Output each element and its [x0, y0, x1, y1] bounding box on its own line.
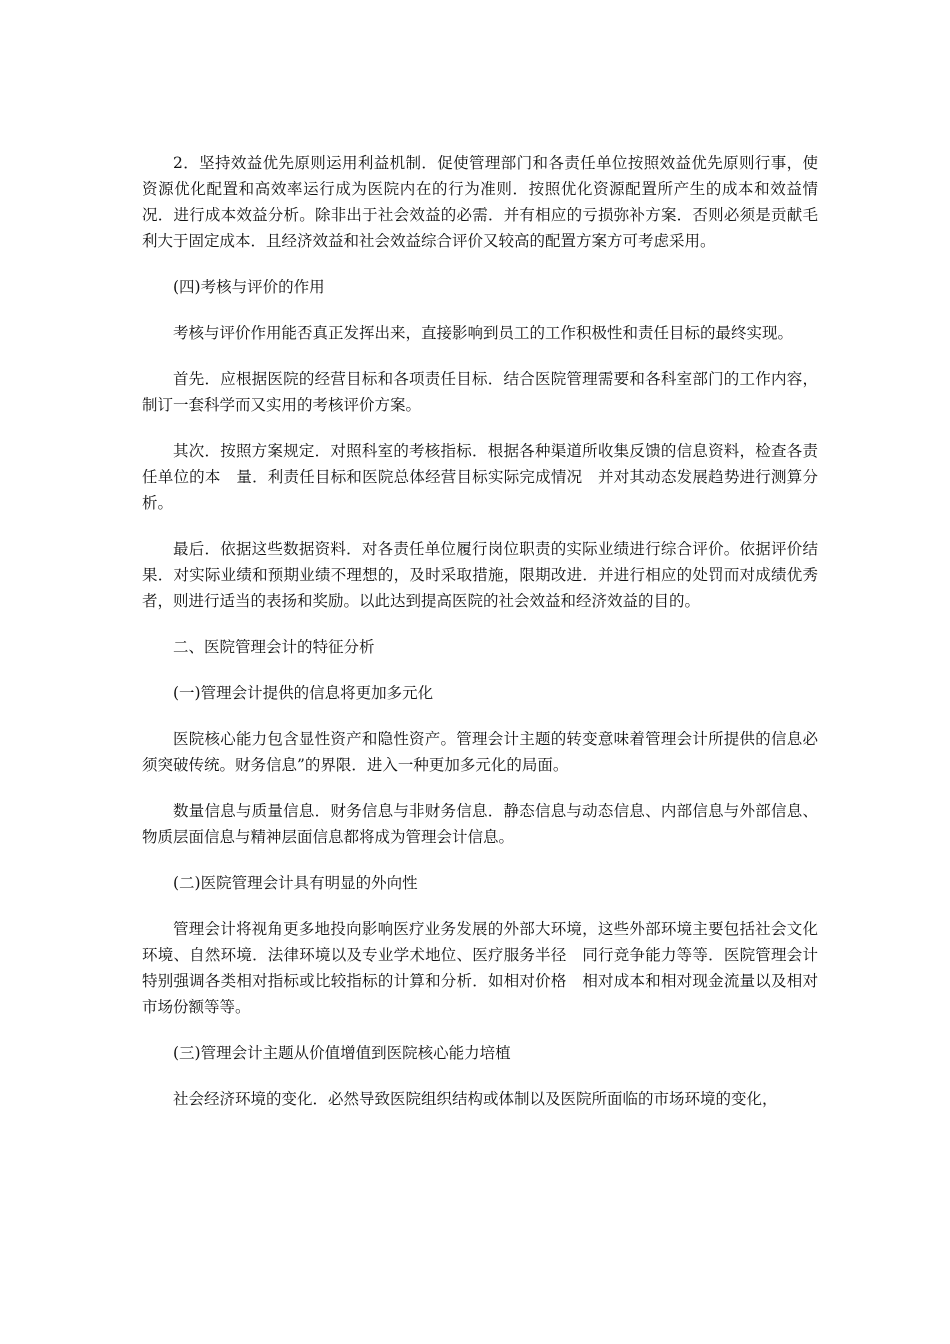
paragraph-assessment-role: 考核与评价作用能否真正发挥出来，直接影响到员工的工作积极性和责任目标的最终实现。	[173, 324, 794, 342]
paragraph-information-types: 数量信息与质量信息．财务信息与非财务信息．静态信息与动态信息、内部信息与外部信息、物质层面信息与精神层面信息都将成为管理会计信息。	[142, 802, 818, 846]
heading-diversified-information: (一)管理会计提供的信息将更加多元化	[173, 684, 434, 702]
heading-core-competence-cultivation: (三)管理会计主题从价值增值到医院核心能力培植	[173, 1044, 511, 1062]
document-body	[142, 150, 818, 1132]
paragraph-first: 首先．应根据医院的经营目标和各项责任目标．结合医院管理需要和各科室部门的工作内容，制订一套科学而又实用的考核评价方案。	[142, 370, 818, 414]
paragraph-finally: 最后．依据这些数据资料．对各责任单位履行岗位职责的实际业绩进行综合评价。依据评价结果．对实际业绩和预期业绩不理想的，及时采取措施，限期改进．并进行相应的处罚而对成绩优秀者，则进行适当的表扬和奖励。以此达到提高医院的社会效益和经济效益的目的。	[142, 540, 818, 610]
paragraph-efficiency-principle: 2．坚持效益优先原则运用利益机制．促使管理部门和各责任单位按照效益优先原则行事，使资源优化配置和高效率运行成为医院内在的行为准则．按照优化资源配置所产生的成本和效益情况．进行成本效益分析。除非出于社会效益的必需．并有相应的亏损弥补方案．否则必须是贡献毛利大于固定成本．且经济效益和社会效益综合评价又较高的配置方案方可考虑采用。	[142, 154, 818, 250]
paragraph-external-environment: 管理会计将视角更多地投向影响医疗业务发展的外部大环境，这些外部环境主要包括社会文化环境、自然环境．法律环境以及专业学术地位、医疗服务半径 同行竞争能力等等．医院管理会计特别强调各类相对指标或比较指标的计算和分析．如相对价格 相对成本和相对现金流量以及相对市场份额等等。	[142, 920, 818, 1016]
paragraph-environment-change: 社会经济环境的变化．必然导致医院组织结构或体制以及医院所面临的市场环境的变化，	[173, 1090, 778, 1108]
section-title-characteristics: 二、医院管理会计的特征分析	[173, 638, 375, 656]
paragraph-core-competence: 医院核心能力包含显性资产和隐性资产。管理会计主题的转变意味着管理会计所提供的信息必须突破传统。财务信息”的界限．进入一种更加多元化的局面。	[142, 730, 818, 774]
paragraph-second: 其次．按照方案规定．对照科室的考核指标．根据各种渠道所收集反馈的信息资料，检查各责任单位的本 量．利责任目标和医院总体经营目标实际完成情况 并对其动态发展趋势进行测算分析。	[142, 442, 818, 512]
heading-outward-orientation: (二)医院管理会计具有明显的外向性	[173, 874, 418, 892]
heading-assessment-evaluation: (四)考核与评价的作用	[173, 278, 325, 296]
